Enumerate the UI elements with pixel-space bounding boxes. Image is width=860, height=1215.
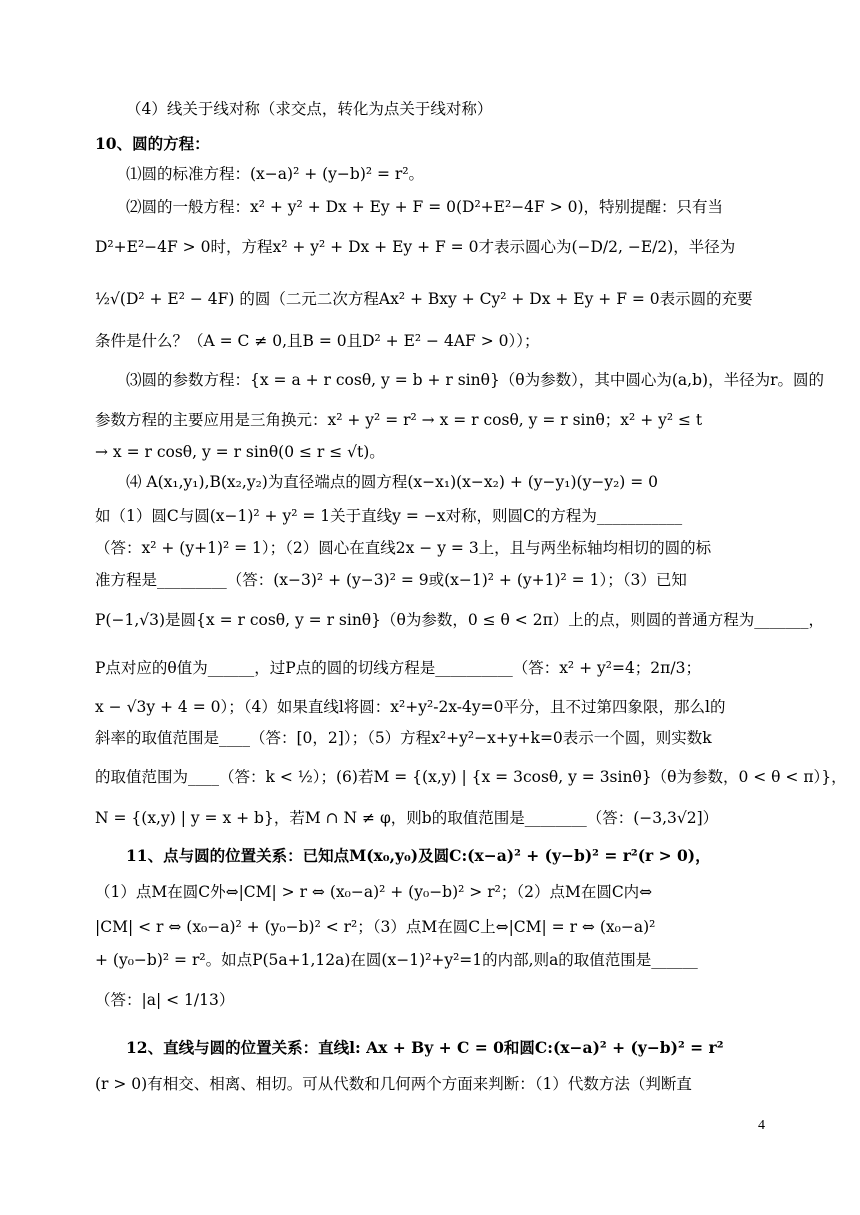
page-number: 4 xyxy=(758,1118,765,1133)
text-line: (r > 0)有相交、相离、相切。可从代数和几何两个方面来判断：（1）代数方法（判断直 xyxy=(95,1075,692,1093)
text-line: ⑴圆的标准方程：(x−a)² + (y−b)² = r²。 xyxy=(126,165,425,183)
text-line: + (y₀−b)² = r²。如点P(5a+1,12a)在圆(x−1)²+y²=1的内部,则a的取值范围是______ xyxy=(95,951,698,969)
text-line: ⑶圆的参数方程：{x = a + r cosθ, y = b + r sinθ}（θ为参数），其中圆心为(a,b)，半径为r。圆的 xyxy=(126,371,824,389)
example-line: （答：x² + (y+1)² = 1）；（2）圆心在直线2x − y = 3上，且与两坐标轴均相切的圆的标 xyxy=(95,539,712,557)
example-line: 斜率的取值范围是____（答：[0，2]）；（5）方程x²+y²−x+y+k=0表示一个圆，则实数k xyxy=(95,729,712,747)
text-line: ⑵圆的一般方程：x² + y² + Dx + Ey + F = 0(D²+E²−4F > 0)，特别提醒：只有当 xyxy=(126,198,724,216)
text-line: ⑷ A(x₁,y₁),B(x₂,y₂)为直径端点的圆方程(x−x₁)(x−x₂) + (y−y₁)(y−y₂) = 0 xyxy=(126,473,659,491)
example-line: P点对应的θ值为______，过P点的圆的切线方程是__________（答：x² + y²=4；2π/3； xyxy=(95,659,701,677)
example-line: P(−1,√3)是圆{x = r cosθ, y = r sinθ}（θ为参数，0 ≤ θ < 2π）上的点，则圆的普通方程为_______， xyxy=(95,611,825,629)
example-line: 的取值范围为____（答：k < ½）；(6)若M = {(x,y) | {x = 3cosθ, y = 3sinθ}（θ为参数，0 < θ < π）}， xyxy=(95,768,847,786)
text-line: 参数方程的主要应用是三角换元：x² + y² = r² → x = r cosθ, y = r sinθ；x² + y² ≤ t xyxy=(95,411,703,429)
section-heading: 11、点与圆的位置关系：已知点M(x₀,y₀)及圆C:(x−a)² + (y−b)² = r²(r > 0)， xyxy=(126,846,711,865)
text-line: ½√(D² + E² − 4F) 的圆（二元二次方程Ax² + Bxy + Cy² + Dx + Ey + F = 0表示圆的充要 xyxy=(95,290,753,308)
text-line: 条件是什么？（A = C ≠ 0,且B = 0且D² + E² − 4AF > 0））； xyxy=(95,332,540,350)
text-line: （4）线关于线对称（求交点，转化为点关于线对称） xyxy=(126,100,493,118)
example-line: 如（1）圆C与圆(x−1)² + y² = 1关于直线y = −x对称，则圆C的方程为___________ xyxy=(95,507,683,525)
text-line: D²+E²−4F > 0时，方程x² + y² + Dx + Ey + F = 0才表示圆心为(−D/2, −E/2)，半径为 xyxy=(95,238,736,256)
text-line: （答：|a| < 1/13） xyxy=(95,991,235,1009)
section-heading: 10、圆的方程： xyxy=(95,134,210,153)
example-line: 准方程是_________（答：(x−3)² + (y−3)² = 9或(x−1)² + (y+1)² = 1）；（3）已知 xyxy=(95,571,687,589)
section-heading: 12、直线与圆的位置关系：直线l: Ax + By + C = 0和圆C:(x−a)² + (y−b)² = r² xyxy=(126,1038,724,1057)
example-line: x − √3y + 4 = 0）；（4）如果直线l将圆：x²+y²-2x-4y=0平分，且不过第四象限，那么l的 xyxy=(95,698,726,716)
text-line: （1）点M在圆C外⇔|CM| > r ⇔ (x₀−a)² + (y₀−b)² > r²；（2）点M在圆C内⇔ xyxy=(95,883,653,901)
example-line: N = {(x,y) | y = x + b}，若M ∩ N ≠ φ，则b的取值范围是________（答：(−3,3√2]） xyxy=(95,809,719,827)
text-line: |CM| < r ⇔ (x₀−a)² + (y₀−b)² < r²；（3）点M在圆C上⇔|CM| = r ⇔ (x₀−a)² xyxy=(95,918,656,936)
text-line: → x = r cosθ, y = r sinθ(0 ≤ r ≤ √t)。 xyxy=(95,443,385,461)
